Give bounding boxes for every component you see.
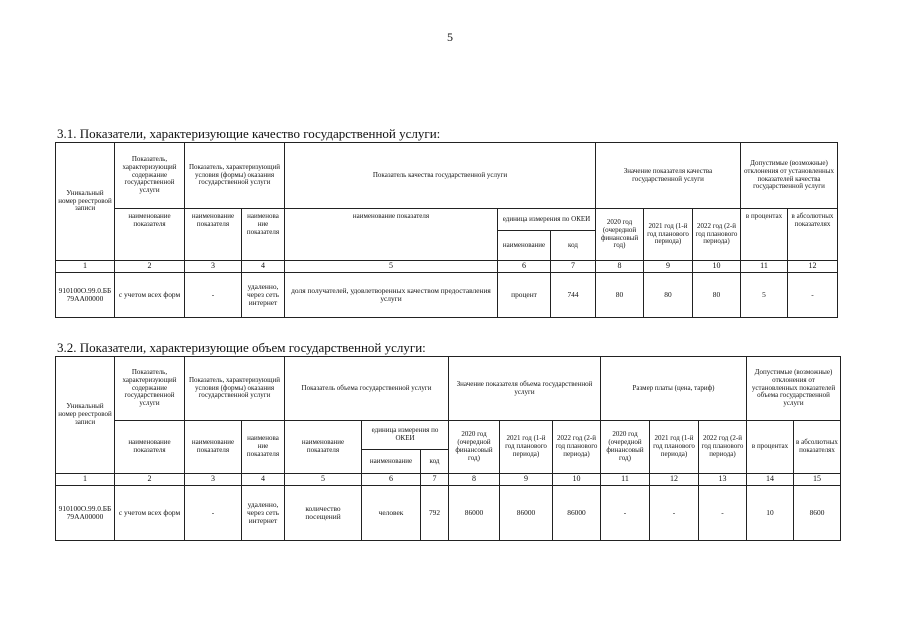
section-volume-title: 3.2. Показатели, характеризующие объем государственной услуги: [57,340,426,355]
header-value-2021: 2021 год (1-й год планового периода) [500,421,553,474]
header-price-2021: 2021 год (1-й год планового периода) [650,421,699,474]
content-cell: с учетом всех форм [115,486,185,541]
column-number: 12 [788,261,838,273]
registry-id-cell: 910100О.99.0.ББ 79АА00000 [56,273,115,318]
header-content-name: наименование показателя [115,421,185,474]
column-number: 11 [601,474,650,486]
column-number: 2 [115,261,185,273]
price-2022-cell: - [699,486,747,541]
header-price: Размер платы (цена, тариф) [601,357,747,421]
header-okei-name: наименование [362,450,421,474]
header-year-2021: 2021 год (1-й год планового периода) [644,209,693,261]
volume-table [55,356,841,541]
column-number: 5 [285,261,498,273]
header-year-2020: 2020 год (очередной финансовый год) [596,209,644,261]
header-conditions-indicator: Показатель, характеризующий условия (формы) оказания государственной услуги [185,143,285,209]
value-2021-cell: 80 [644,273,693,318]
table-row [56,486,841,541]
header-deviation-percent: в процентах [741,209,788,261]
column-number: 1 [56,261,115,273]
column-number: 7 [421,474,449,486]
header-content-indicator: Показатель, характеризующий содержание государственной услуги [115,357,185,421]
value-2022-cell: 80 [693,273,741,318]
deviation-percent-cell: 10 [747,486,794,541]
column-number: 2 [115,474,185,486]
price-2021-cell: - [650,486,699,541]
deviation-percent-cell: 5 [741,273,788,318]
condition-cell-2: удаленно, через сеть интернет [242,273,285,318]
header-deviation-absolute: в абсолютных показателях [788,209,838,261]
header-deviation-absolute: в абсолютных показателях [794,421,841,474]
header-quality-indicator: Показатель качества государственной услуги [285,143,596,209]
column-number: 4 [242,474,285,486]
header-price-2020: 2020 год (очередной финансовый год) [601,421,650,474]
header-allowed-deviation: Допустимые (возможные) отклонения от установленных показателей объема государственной услуги [747,357,841,421]
registry-id-cell: 910100О.99.0.ББ 79АА00000 [56,486,115,541]
header-conditions-indicator: Показатель, характеризующий условия (формы) оказания государственной услуги [185,357,285,421]
column-number: 5 [285,474,362,486]
column-number: 12 [650,474,699,486]
indicator-cell: количество посещений [285,486,362,541]
value-2021-cell: 86000 [500,486,553,541]
header-condition-name-1: наименование показателя [185,209,242,261]
section-quality-title: 3.1. Показатели, характеризующие качество государственной услуги: [57,126,441,141]
header-volume-indicator: Показатель объема государственной услуги [285,357,449,421]
header-okei-unit: единица измерения по ОКЕИ [498,209,596,231]
indicator-cell: доля получателей, удовлетворенных качеством предоставления услуги [285,273,498,318]
header-unique-number: Уникальный номер реестровой записи [56,357,115,474]
column-number: 3 [185,474,242,486]
price-2020-cell: - [601,486,650,541]
header-condition-name-1: наименование показателя [185,421,242,474]
value-2020-cell: 86000 [449,486,500,541]
header-year-2022: 2022 год (2-й год планового периода) [693,209,741,261]
column-number: 8 [596,261,644,273]
header-okei-code: код [551,231,596,261]
column-number: 9 [644,261,693,273]
column-number: 1 [56,474,115,486]
column-number: 10 [553,474,601,486]
quality-table [55,142,838,318]
content-cell: с учетом всех форм [115,273,185,318]
column-number: 7 [551,261,596,273]
header-price-2022: 2022 год (2-й год планового периода) [699,421,747,474]
column-number: 8 [449,474,500,486]
header-okei-code: код [421,450,449,474]
header-quality-name: наименование показателя [285,209,498,261]
header-condition-name-2: наименова ние показателя [242,421,285,474]
deviation-absolute-cell: 8600 [794,486,841,541]
column-number-row [56,261,838,273]
condition-cell-1: - [185,486,242,541]
code-cell: 792 [421,486,449,541]
header-okei-name: наименование [498,231,551,261]
header-value-2022: 2022 год (2-й год планового периода) [553,421,601,474]
header-content-name: наименование показателя [115,209,185,261]
header-value-2020: 2020 год (очередной финансовый год) [449,421,500,474]
column-number: 4 [242,261,285,273]
condition-cell-1: - [185,273,242,318]
condition-cell-2: удаленно, через сеть интернет [242,486,285,541]
column-number: 15 [794,474,841,486]
table-row [56,273,838,318]
code-cell: 744 [551,273,596,318]
header-allowed-deviation: Допустимые (возможные) отклонения от установленных показателей качества государственной услуги [741,143,838,209]
header-volume-value: Значение показателя объема государственной услуги [449,357,601,421]
unit-cell: человек [362,486,421,541]
header-volume-name: наименование показателя [285,421,362,474]
unit-cell: процент [498,273,551,318]
column-number: 14 [747,474,794,486]
column-number: 3 [185,261,242,273]
column-number: 11 [741,261,788,273]
value-2020-cell: 80 [596,273,644,318]
header-unique-number: Уникальный номер реестровой записи [56,143,115,261]
column-number-row [56,474,841,486]
value-2022-cell: 86000 [553,486,601,541]
column-number: 10 [693,261,741,273]
deviation-absolute-cell: - [788,273,838,318]
page-number: 5 [447,30,453,44]
header-okei-unit: единица измерения по ОКЕИ [362,421,449,450]
column-number: 6 [362,474,421,486]
header-content-indicator: Показатель, характеризующий содержание государственной услуги [115,143,185,209]
column-number: 9 [500,474,553,486]
header-condition-name-2: наименова ние показателя [242,209,285,261]
header-deviation-percent: в процентах [747,421,794,474]
column-number: 13 [699,474,747,486]
column-number: 6 [498,261,551,273]
header-quality-value: Значение показателя качества государственной услуги [596,143,741,209]
